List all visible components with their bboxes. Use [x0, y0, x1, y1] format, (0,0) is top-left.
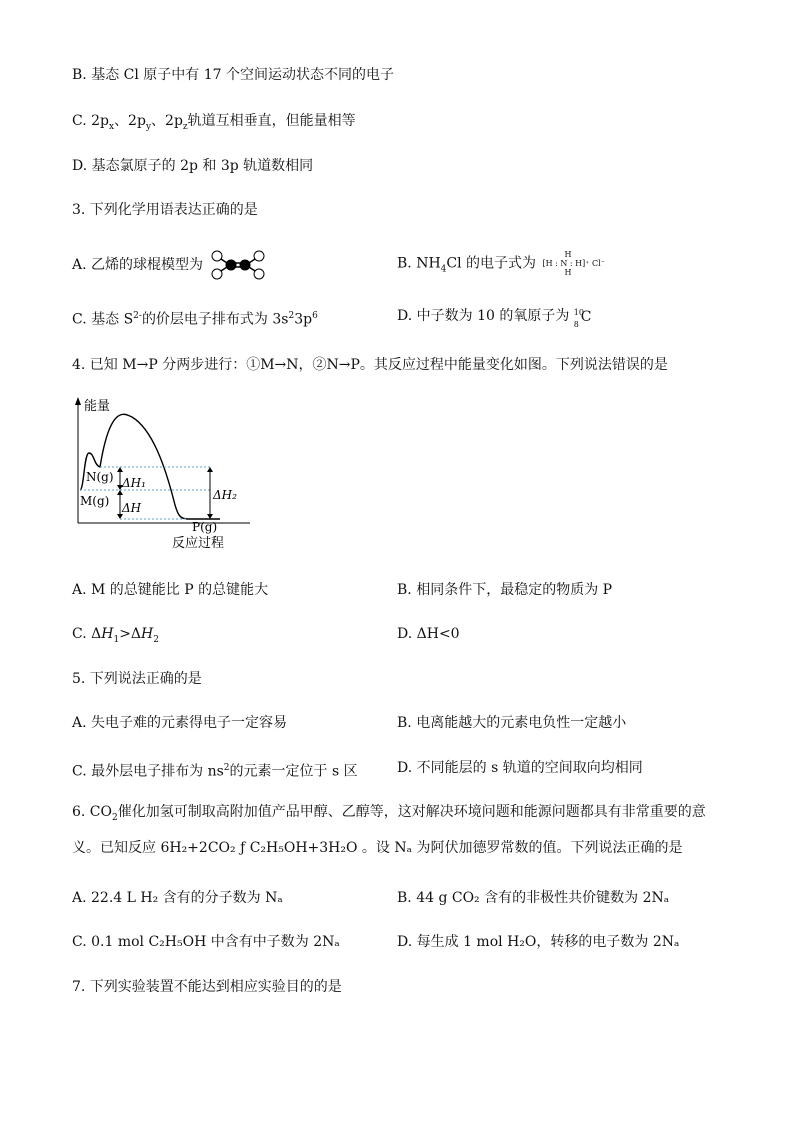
q4-option-d: D. ΔH<0 — [397, 626, 460, 642]
q5-option-c: C. 最外层电子排布为 $ns^2$的元素一定位于 s 区 — [72, 763, 358, 780]
q2-option-c: C. $2p_x$、$2p_y$、$2p_z$轨道互相垂直，但能量相等 — [72, 113, 356, 132]
q6-option-d: D. 每生成 1 mol H₂O，转移的电子数为 2Nₐ — [397, 934, 680, 950]
dh2-label: ΔH₂ — [213, 488, 237, 502]
q3-stem: 3. 下列化学用语表达正确的是 — [72, 202, 258, 218]
q2-option-b: B. 基态 Cl 原子中有 17 个空间运动状态不同的电子 — [72, 67, 394, 83]
q6-stem-line2: 义。已知反应 6H₂+2CO₂ ƒ C₂H₅OH+3H₂O 。设 Nₐ 为阿伏加德罗常数的值。下列说法正确的是 — [72, 840, 683, 856]
q5-stem: 5. 下列说法正确的是 — [72, 671, 202, 687]
q3-option-d: D. 中子数为 10 的氧原子为 10 8 C — [397, 308, 592, 329]
n-label: N(g) — [86, 470, 114, 484]
q6-option-c: C. 0.1 mol C₂H₅OH 中含有中子数为 2Nₐ — [72, 934, 340, 950]
energy-diagram — [70, 395, 260, 555]
q5-option-d: D. 不同能层的 s 轨道的空间取向均相同 — [397, 760, 643, 776]
q3-option-c: C. 基态 $S^{2-}$的价层电子排布式为 $3s^23p^6$ — [72, 311, 318, 328]
q4-option-a: A. M 的总键能比 P 的总键能大 — [72, 582, 269, 598]
ethylene-ball-stick-model — [209, 250, 267, 280]
q4-option-c: C. $\Delta H_1>\Delta H_2$ — [72, 626, 159, 645]
isotope-notation: 10 8 C — [573, 308, 592, 329]
ammonium-chloride-electron-formula: H [H : N : H]⁺ Cl⁻ H — [542, 250, 605, 277]
y-axis-arrow-icon — [75, 397, 81, 405]
q5-option-b: B. 电离能越大的元素电负性一定越小 — [397, 715, 627, 731]
q3-option-a: A. 乙烯的球棍模型为 — [72, 250, 267, 280]
dh-label: ΔH — [122, 501, 142, 515]
q6-option-a: A. 22.4 L H₂ 含有的分子数为 Nₐ — [72, 890, 283, 906]
q6-stem-line1: 6. $CO_2$催化加氢可制取高附加值产品甲醇、乙醇等，这对解决环境问题和能源问题都具有非常重要的意 — [72, 804, 706, 823]
q4-stem: 4. 已知 M→P 分两步进行：①M→N，②N→P。其反应过程中能量变化如图。下列说法错误的是 — [72, 357, 668, 373]
q3-option-b: B. $NH_4Cl$ 的电子式为 H [H : N : H]⁺ Cl⁻ H — [397, 250, 605, 277]
x-axis-label: 反应过程 — [172, 536, 225, 551]
q6-option-b: B. 44 g CO₂ 含有的非极性共价键数为 2Nₐ — [397, 890, 670, 906]
q5-option-a: A. 失电子难的元素得电子一定容易 — [72, 715, 288, 731]
q7-stem: 7. 下列实验装置不能达到相应实验目的的是 — [72, 979, 342, 995]
y-axis-label: 能量 — [84, 399, 111, 414]
q4-option-b: B. 相同条件下，最稳定的物质为 P — [397, 582, 613, 598]
dh1-label: ΔH₁ — [122, 476, 146, 490]
q2-option-d: D. 基态氯原子的 2p 和 3p 轨道数相同 — [72, 158, 314, 174]
m-label: M(g) — [80, 494, 110, 508]
p-label: P(g) — [192, 520, 218, 534]
